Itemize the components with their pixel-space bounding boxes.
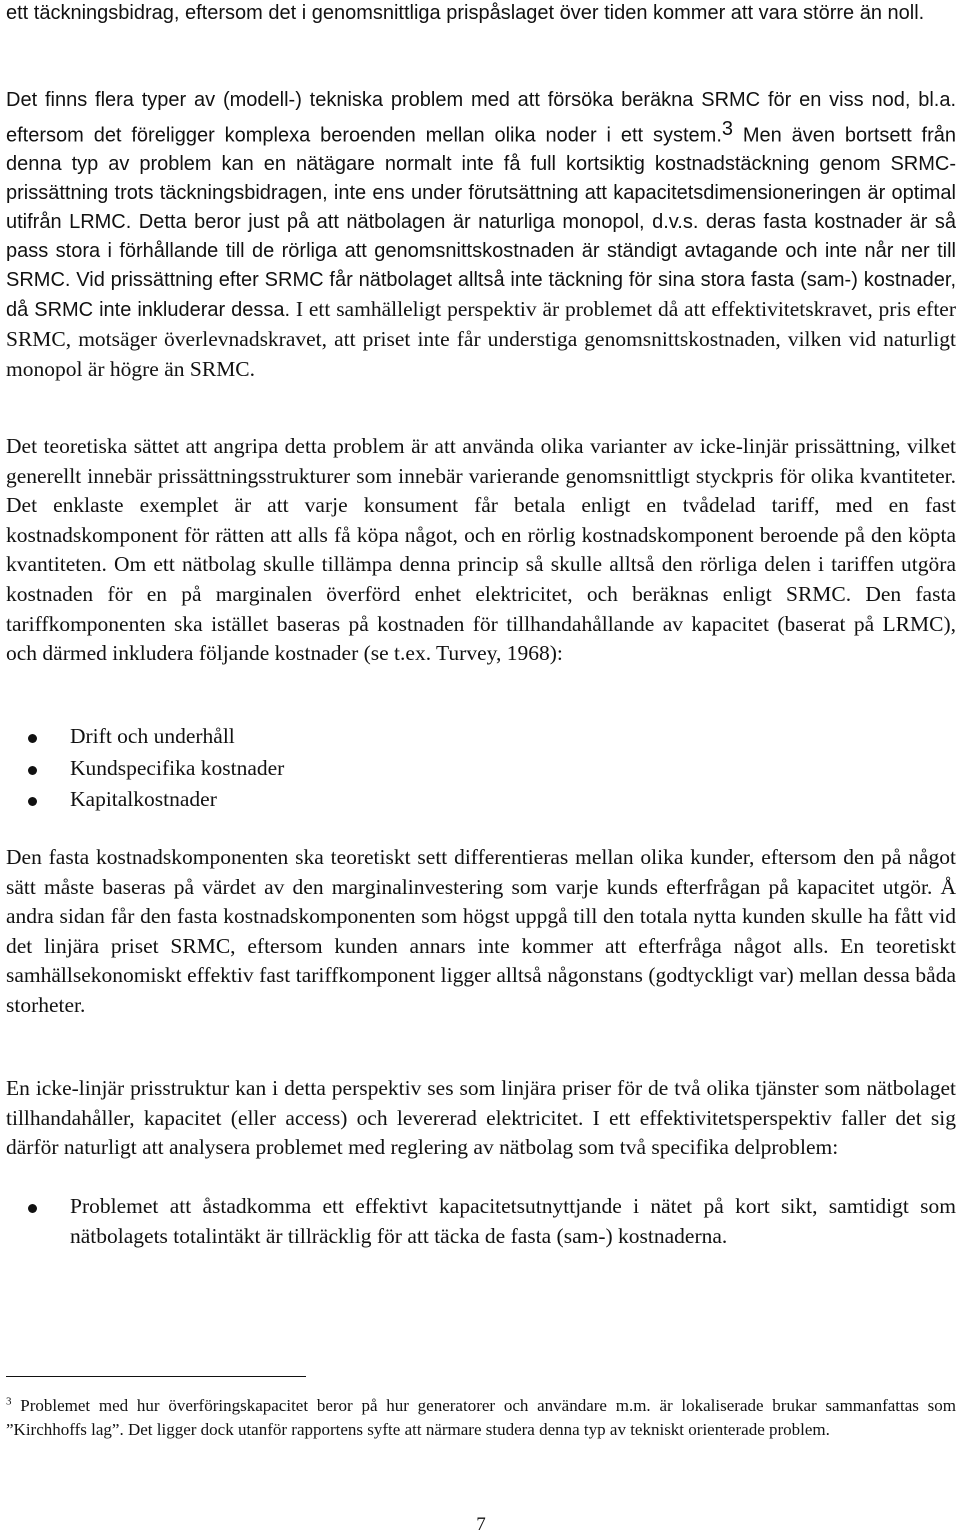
paragraph-two-subproblems: En icke-linjär prisstruktur kan i detta perspektiv ses som linjära priser för de två olika tjänster som nätbolaget tillhandahåller, kapacitet (eller access) och levererad elektricitet. I ett effektivitetsperspektiv faller det sig därför naturligt att analysera problemet med reglering av nätbolag som två specifika delproblem: — [6, 1076, 956, 1160]
paragraph-text: Det finns flera typer av (modell-) tekniska problem med att försöka beräkna SRMC för en viss nod, bl.a. eftersom det föreligger komplexa beroenden mellan olika noder i ett system. — [6, 89, 956, 147]
bullet-icon — [28, 797, 37, 806]
bullet-icon — [28, 766, 37, 775]
list-item: Kapitalkostnader — [6, 785, 956, 815]
list-item: Kundspecifika kostnader — [6, 754, 956, 784]
paragraph-text: Men även bortsett från denna typ av problem kan en nätägare normalt inte få full kortsiktig kostnadstäckning genom SRMC-prissättning trots täckningsbidragen, inte ens under förutsättning att kapacitetsdimensioneringen är optimal utifrån LRMC. Detta beror just på att nätbolagen är naturliga monopol, d.v.s. deras fasta kostnader är så pass stora i förhållande till de rörliga att genomsnittskostnaden är ständigt avtagande och inte når ner till SRMC. Vid prissättning efter SRMC får nätbolaget alltså inte täckning för sina stora fasta (sam-) kostnader, då SRMC inte inkluderar dessa. — [6, 124, 956, 322]
paragraph-text: I ett samhälleligt perspektiv är problemet då att effektivitetskravet, pris efter SRMC, motsäger överlevnadskravet, att priset inte får understiga genomsnittskostnaden, vilken vid naturligt monopol är högre än SRMC. — [6, 297, 956, 381]
paragraph-srmc-problems — [6, 86, 956, 385]
footnote-text: Problemet med hur överföringskapacitet beror på hur generatorer och användare m.m. är lokaliserade brukar sammanfattas som ”Kirchhoffs lag”. Det ligger dock utanför rapportens syfte att närmare studera denna typ av tekniskt orienterade problem. — [6, 1396, 956, 1439]
cost-list — [6, 722, 956, 815]
paragraph-continuation: ett täckningsbidrag, eftersom det i genomsnittliga prispåslaget över tiden kommer att vara större än noll. — [6, 2, 925, 24]
footnote-reference[interactable]: 3 — [721, 118, 733, 140]
footnote — [6, 1394, 956, 1441]
bullet-icon — [28, 734, 37, 743]
footnote-separator — [6, 1376, 306, 1377]
page-number: 7 — [476, 1514, 486, 1535]
subproblem-list — [6, 1192, 956, 1251]
footnote-mark: 3 — [6, 1395, 12, 1408]
list-item: Drift och underhåll — [6, 722, 956, 752]
list-item: Problemet att åstadkomma ett effektivt kapacitetsutnyttjande i nätet på kort sikt, samtidigt som nätbolagets totalintäkt är tillräcklig för att täcka de fasta (sam-) kostnaderna. — [6, 1192, 956, 1251]
paragraph-fixed-component: Den fasta kostnadskomponenten ska teoretiskt sett differentieras mellan olika kunder, eftersom den på något sätt måste baseras på värdet av den marginalinvestering som varje kunds efterfrågan på kapacitet utgör. Å andra sidan får den fasta kostnadskomponenten som högst uppgå till den totala nytta kunden skulle ha fått vid det linjära priset SRMC, eftersom kunden annars inte kommer att efterfråga något alls. En teoretiskt samhällsekonomiskt effektiv fast tariffkomponent ligger alltså någonstans (godtyckligt var) mellan dessa båda storheter. — [6, 845, 956, 1017]
paragraph-nonlinear-pricing: Det teoretiska sättet att angripa detta problem är att använda olika varianter av icke-linjär prissättning, vilket generellt innebär prissättningsstrukturer som innebär varierande genomsnittligt styckpris för olika kvantiteter. Det enklaste exemplet är att varje konsument får betala enligt en tvådelad tariff, med en fast kostnadskomponent för rätten att alls få köpa något, och en rörlig kostnadskomponent beroende på den köpta kvantiteten. Om ett nätbolag skulle tillämpa denna princip så skulle alltså den rörliga delen i tariffen utgöra kostnaden för en på marginalen överförd enhet elektricitet, och beräknas enligt SRMC. Den fasta tariffkomponenten ska istället baseras på kostnaden för tillhandahållande av kapacitet (baserat på LRMC), och därmed inkludera följande kostnader (se t.ex. Turvey, 1968): — [6, 434, 956, 666]
bullet-icon — [28, 1204, 37, 1213]
document-page — [6, 0, 956, 1533]
